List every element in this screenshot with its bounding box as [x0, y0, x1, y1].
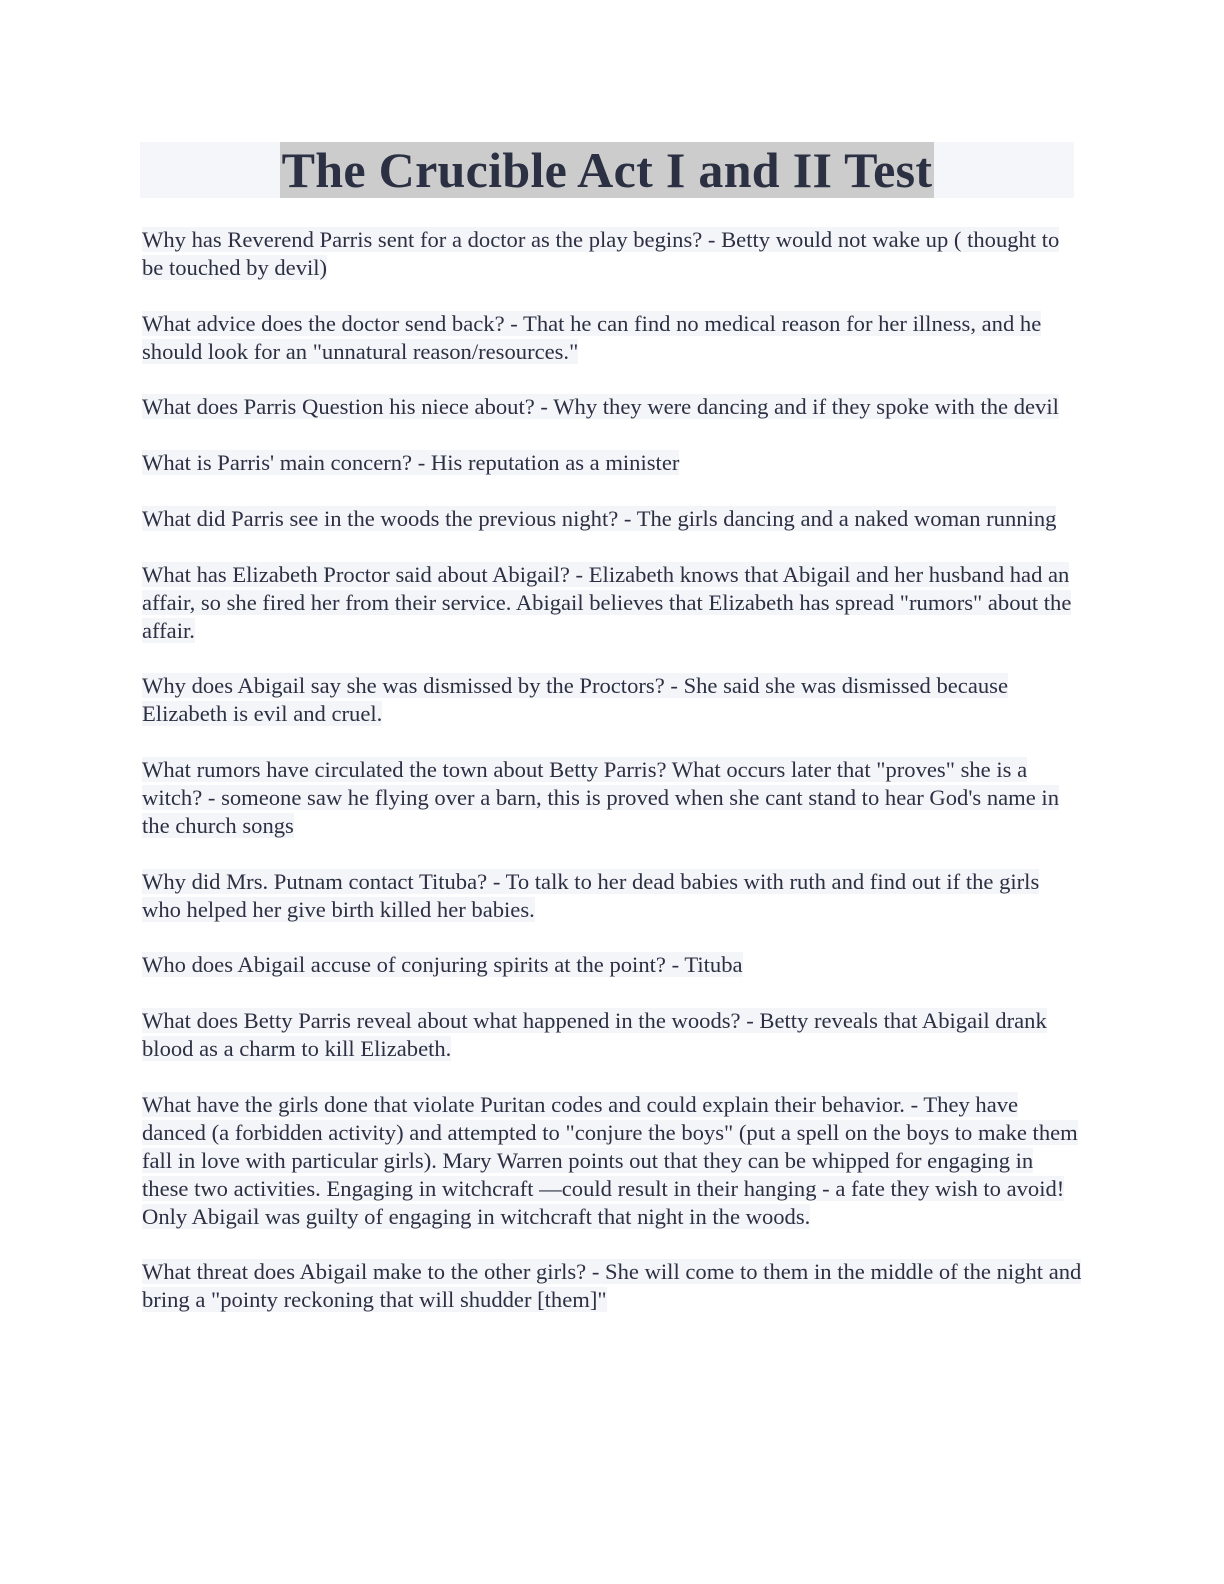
- separator: -: [702, 227, 722, 252]
- question-text: What does Betty Parris reveal about what happened in the woods?: [142, 1008, 741, 1034]
- qa-item: [142, 951, 1082, 979]
- separator: -: [664, 673, 684, 699]
- title-block: [140, 142, 1074, 198]
- question-text: What rumors have circulated the town about Betty Parris? What occurs later that "proves" she is a witch?: [142, 757, 1028, 811]
- separator: -: [665, 952, 685, 978]
- answer-text: She said she was dismissed because Elizabeth is evil and cruel.: [142, 673, 1008, 727]
- qa-item: [142, 226, 1082, 282]
- qa-item: [142, 868, 1082, 924]
- question-text: What did Parris see in the woods the previous night?: [142, 506, 619, 531]
- question-text: What threat does Abigail make to the other girls?: [142, 1259, 587, 1285]
- document-title: The Crucible Act I and II Test: [281, 142, 933, 198]
- answer-text: Tituba: [684, 952, 743, 978]
- question-text: Why does Abigail say she was dismissed by the Proctors?: [142, 673, 665, 699]
- separator: -: [618, 506, 637, 531]
- qa-item: [142, 505, 1082, 533]
- qa-item: [142, 561, 1082, 645]
- answer-text: Why they were dancing and if they spoke with the devil: [553, 394, 1059, 420]
- answer-text: His reputation as a minister: [430, 450, 680, 476]
- question-text: Why did Mrs. Putnam contact Tituba?: [142, 868, 488, 894]
- qa-item: [142, 1091, 1082, 1231]
- qa-list: [142, 226, 1082, 1342]
- separator: -: [904, 1091, 924, 1117]
- answer-text: They have danced (a forbidden activity) and attempted to "conjure the boys" (put a spell on the boys to make them fall in love with particular girls). Mary Warren points out that they can be whipped for engaging in these two activities. Engaging in witchcraft —could result in their hanging - a fate they wish to avoid! Only Abigail was guilty of engaging in witchcraft that night in the woods.: [142, 1091, 1078, 1229]
- answer-text: someone saw he flying over a barn, this is proved when she cant stand to hear God's name in the church songs: [142, 785, 1060, 838]
- question-text: What advice does the doctor send back?: [142, 310, 505, 336]
- separator: -: [412, 450, 431, 476]
- qa-item: [142, 393, 1082, 421]
- answer-text: That he can find no medical reason for her illness, and he should look for an "unnatural reason/resources.": [142, 310, 1042, 364]
- qa-item: [142, 1258, 1082, 1314]
- qa-item: [142, 672, 1082, 728]
- answer-text: Betty would not wake up ( thought to be touched by devil): [142, 227, 1060, 280]
- question-text: What is Parris' main concern?: [142, 450, 413, 476]
- question-text: What have the girls done that violate Puritan codes and could explain their behavior.: [142, 1091, 905, 1117]
- separator: -: [202, 785, 222, 811]
- qa-item: [142, 1007, 1082, 1063]
- separator: -: [504, 310, 524, 336]
- separator: -: [740, 1008, 760, 1034]
- separator: -: [569, 561, 589, 587]
- answer-text: The girls dancing and a naked woman running: [636, 506, 1057, 531]
- separator: -: [586, 1259, 606, 1285]
- answer-text: Elizabeth knows that Abigail and her husband had an affair, so she fired her from their service. Abigail believes that Elizabeth has spread "rumors" about the affair.: [142, 561, 1072, 643]
- question-text: Who does Abigail accuse of conjuring spirits at the point?: [142, 952, 666, 978]
- separator: -: [487, 868, 506, 894]
- question-text: What does Parris Question his niece about?: [142, 394, 535, 420]
- question-text: Why has Reverend Parris sent for a doctor as the play begins?: [142, 227, 703, 252]
- answer-text: She will come to them in the middle of the night and bring a "pointy reckoning that will shudder [them]": [142, 1259, 1082, 1313]
- answer-text: Betty reveals that Abigail drank blood as a charm to kill Elizabeth.: [142, 1008, 1047, 1062]
- qa-item: [142, 756, 1082, 840]
- qa-item: [142, 310, 1082, 366]
- question-text: What has Elizabeth Proctor said about Abigail?: [142, 561, 570, 587]
- answer-text: To talk to her dead babies with ruth and find out if the girls who helped her give birth killed her babies.: [142, 868, 1040, 922]
- qa-item: [142, 449, 1082, 477]
- separator: -: [534, 394, 554, 420]
